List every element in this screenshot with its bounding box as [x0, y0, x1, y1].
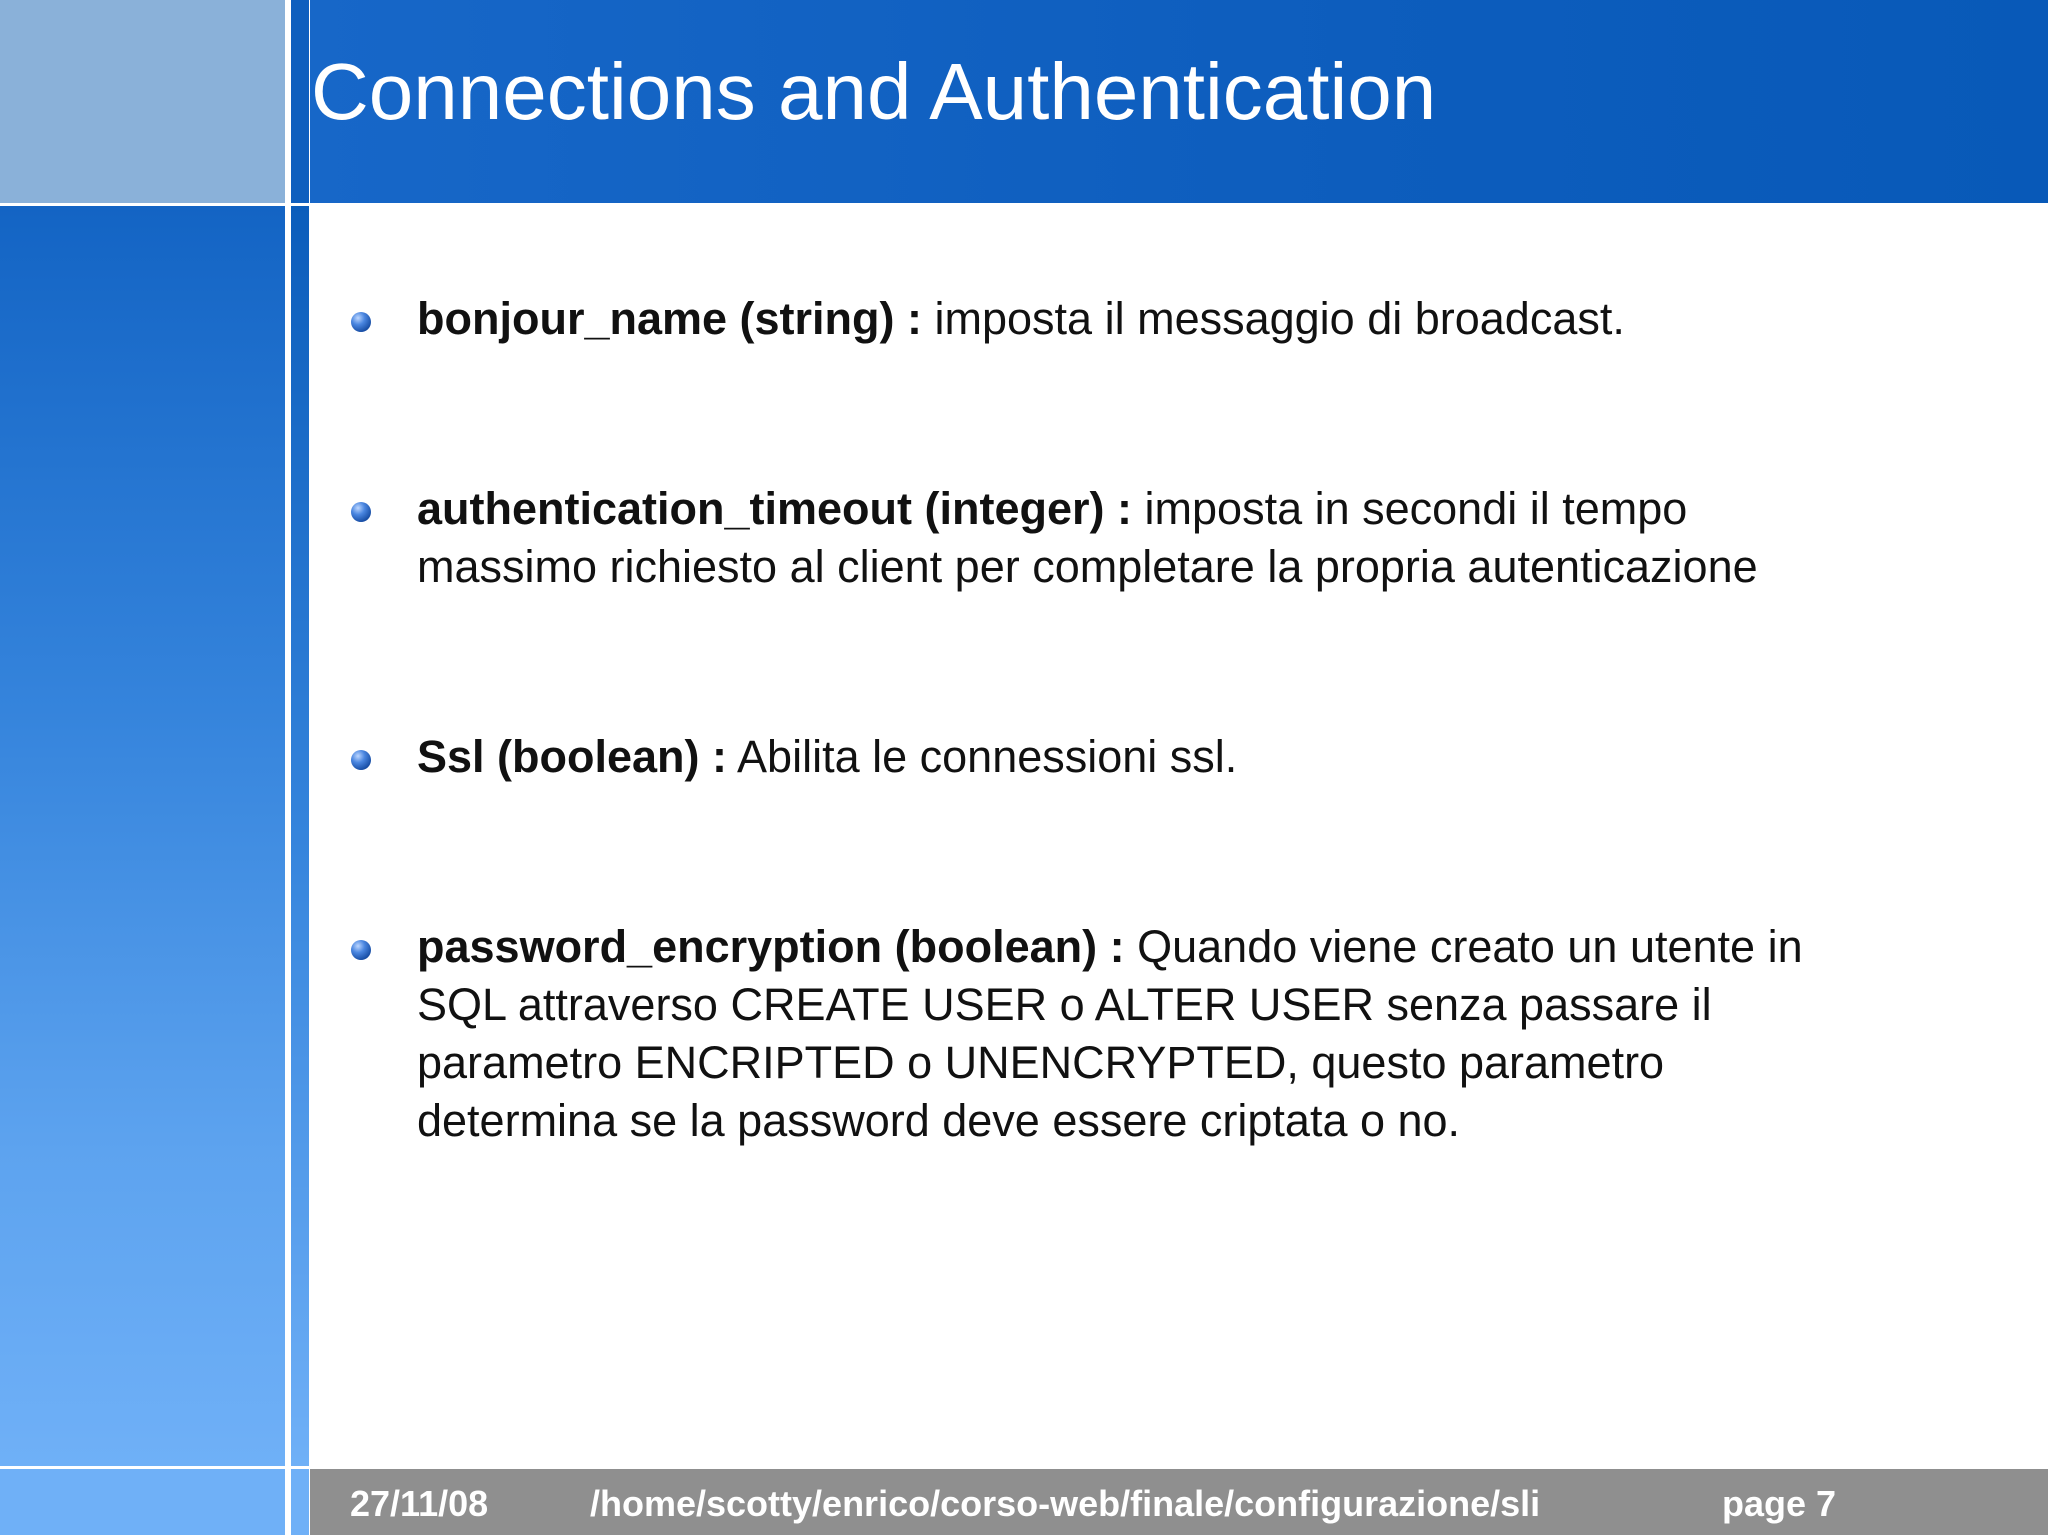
sidebar-bottom-block: [0, 1469, 285, 1535]
footer-page-number: page 7: [1722, 1483, 1837, 1524]
sphere-bullet-icon: [351, 940, 371, 960]
sphere-bullet-icon: [351, 502, 371, 522]
bullet-description: imposta il messaggio di broadcast.: [934, 293, 1625, 344]
vertical-stripe-top: [291, 0, 309, 203]
sidebar-top-block: [0, 0, 285, 203]
footer-path: /home/scotty/enrico/corso-web/finale/configurazione/sli: [590, 1483, 1541, 1524]
sphere-bullet-icon: [351, 750, 371, 770]
bullet-term: bonjour_name (string) :: [417, 293, 922, 344]
slide-title: Connections and Authentication: [311, 47, 1437, 136]
bullet-text: [417, 480, 1837, 596]
bullet-term: authentication_timeout (integer) :: [417, 483, 1133, 534]
bullet-term: password_encryption (boolean) :: [417, 921, 1125, 972]
bullet-text: [417, 290, 1837, 348]
sphere-bullet-icon: [351, 312, 371, 332]
vertical-stripe-middle: [291, 206, 309, 1466]
bullet-term: Ssl (boolean) :: [417, 731, 728, 782]
bullet-text: [417, 728, 1837, 786]
footer-bar: [310, 1469, 2048, 1535]
bullet-description: imposta in secondi il tempo massimo richiesto al client per completare la propria autenticazione: [417, 483, 1758, 592]
vertical-stripe-bottom: [291, 1469, 309, 1535]
bullet-text: [417, 918, 1837, 1150]
footer-date: 27/11/08: [350, 1483, 489, 1524]
bullet-description: Abilita le connessioni ssl.: [737, 731, 1238, 782]
bullet-description: Quando viene creato un utente in SQL attraverso CREATE USER o ALTER USER senza passare il parametro ENCRIPTED o UNENCRYPTED, questo parametro determina se la password deve essere criptata o no.: [417, 921, 1803, 1146]
sidebar-gradient: [0, 206, 285, 1466]
